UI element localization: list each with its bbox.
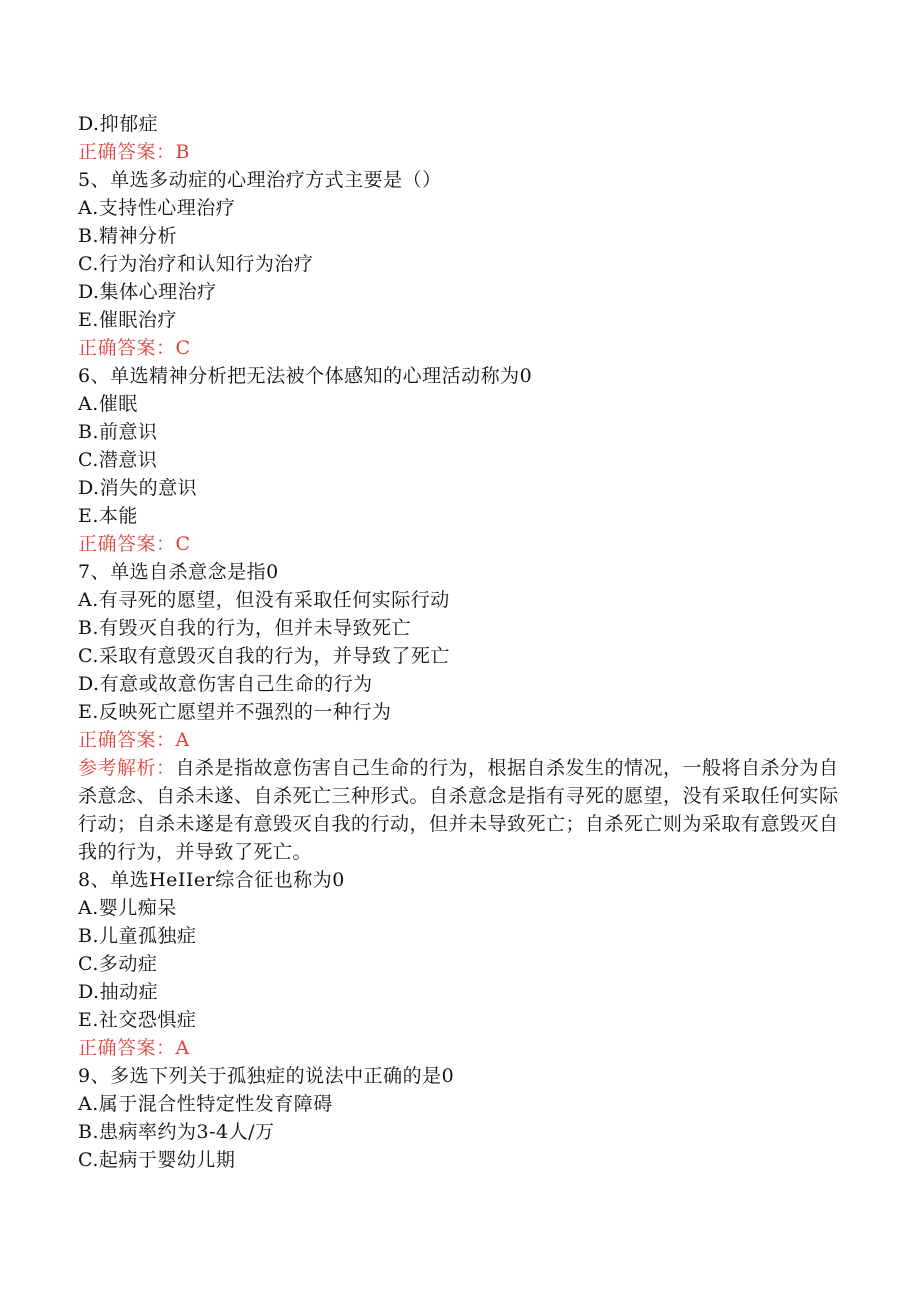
answer-option: A.婴儿痴呆 (78, 897, 177, 919)
answer-option: A.属于混合性特定性发育障碍 (78, 1093, 333, 1115)
correct-answer (78, 1034, 848, 1062)
analysis-label: 参考解析： (78, 757, 176, 779)
correct-answer-label: 正确答案： (78, 533, 176, 555)
answer-option: A.催眠 (78, 393, 138, 415)
answer-option: E.社交恐惧症 (78, 1009, 197, 1031)
correct-answer-value: C (175, 533, 191, 555)
analysis-text: 自杀是指故意伤害自己生命的行为，根据自杀发生的情况，一般将自杀分为自杀意念、自杀未遂、自杀死亡三种形式。自杀意念是指有寻死的愿望，没有采取任何实际行动；自杀未遂是有意毁灭自我的行动，但并未导致死亡；自杀死亡则为采取有意毁灭自我的行为，并导致了死亡。 (78, 757, 839, 863)
question-stem: 9、多选下列关于孤独症的说法中正确的是0 (78, 1065, 455, 1087)
answer-option: B.儿童孤独症 (78, 925, 197, 947)
answer-option: C.潜意识 (78, 449, 158, 471)
correct-answer-label: 正确答案： (78, 337, 176, 359)
answer-option: D.抽动症 (78, 981, 159, 1003)
correct-answer (78, 334, 848, 362)
answer-option: E.催眠治疗 (78, 309, 177, 331)
answer-option: B.前意识 (78, 421, 158, 443)
correct-answer-value: C (175, 337, 191, 359)
answer-option: A.有寻死的愿望，但没有采取任何实际行动 (78, 589, 450, 611)
answer-option: C.多动症 (78, 953, 158, 975)
answer-option: E.本能 (78, 505, 138, 527)
answer-option: B.有毁灭自我的行为，但并未导致死亡 (78, 617, 412, 639)
document-body (78, 110, 848, 1174)
correct-answer (78, 530, 848, 558)
answer-option: D.有意或故意伤害自己生命的行为 (78, 673, 373, 695)
question-stem: 5、单选多动症的心理治疗方式主要是（） (78, 169, 442, 191)
question-stem: 8、单选HeIIer综合征也称为0 (78, 869, 345, 891)
answer-option: C.行为治疗和认知行为治疗 (78, 253, 314, 275)
answer-option: D.抑郁症 (78, 113, 159, 135)
answer-option: C.采取有意毁灭自我的行为，并导致了死亡 (78, 645, 450, 667)
answer-option: B.患病率约为3-4人/万 (78, 1121, 275, 1143)
answer-option: C.起病于婴幼儿期 (78, 1149, 236, 1171)
correct-answer-value: A (175, 729, 190, 751)
answer-option: D.集体心理治疗 (78, 281, 217, 303)
reference-analysis (78, 754, 840, 866)
correct-answer (78, 726, 848, 754)
correct-answer-label: 正确答案： (78, 141, 176, 163)
correct-answer-value: A (175, 1037, 190, 1059)
correct-answer-label: 正确答案： (78, 729, 176, 751)
answer-option: E.反映死亡愿望并不强烈的一种行为 (78, 701, 392, 723)
answer-option: B.精神分析 (78, 225, 178, 247)
answer-option: A.支持性心理治疗 (78, 197, 236, 219)
answer-option: D.消失的意识 (78, 477, 198, 499)
question-stem: 7、单选自杀意念是指0 (78, 561, 279, 583)
question-stem: 6、单选精神分析把无法被个体感知的心理活动称为0 (78, 365, 533, 387)
correct-answer-value: B (175, 141, 190, 163)
correct-answer-label: 正确答案： (78, 1037, 176, 1059)
correct-answer (78, 138, 848, 166)
